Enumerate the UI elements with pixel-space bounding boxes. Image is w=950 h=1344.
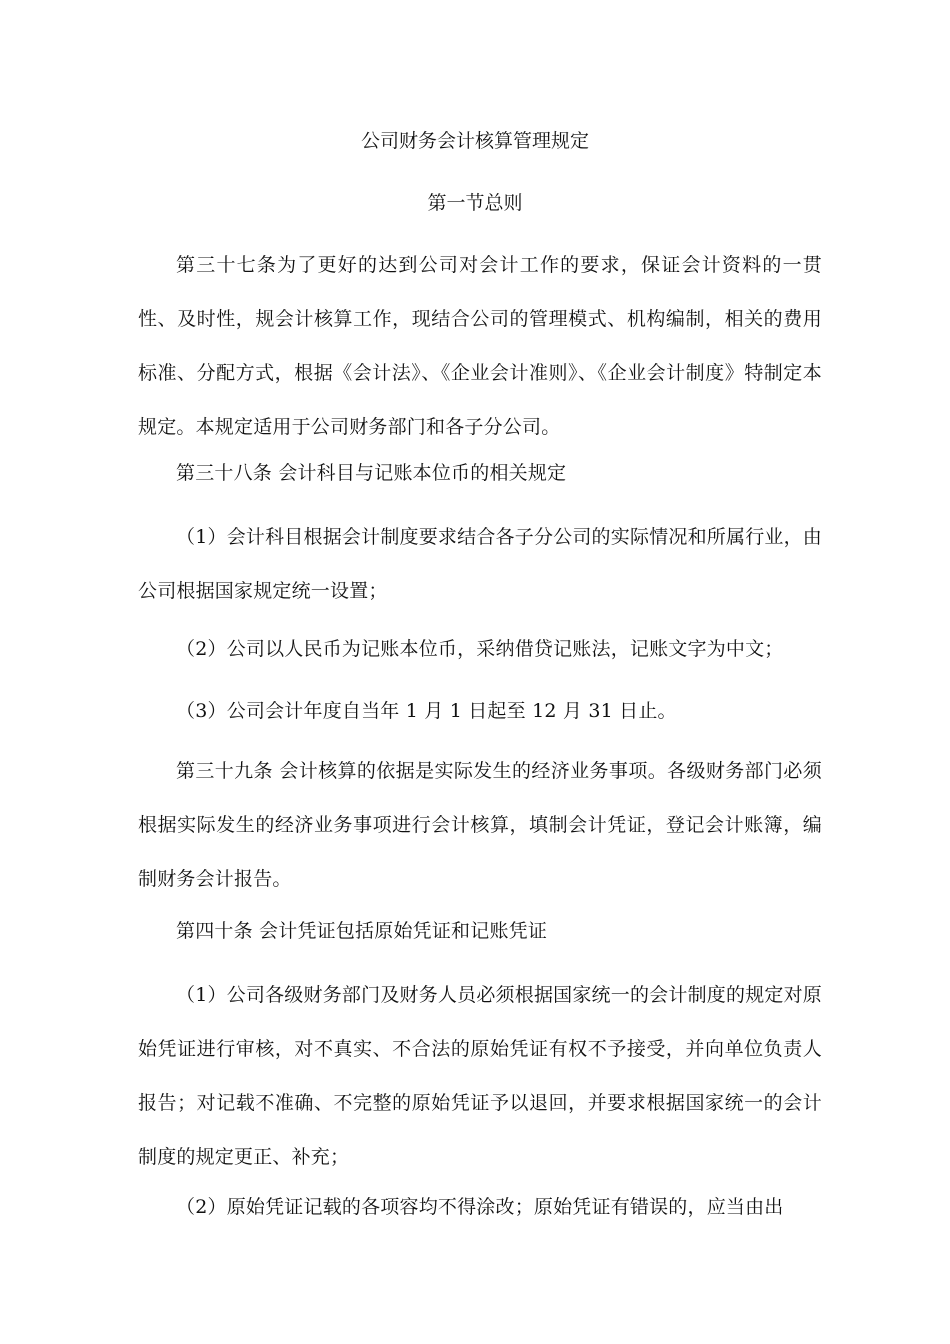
- article-38-item-1: （1）会计科目根据会计制度要求结合各子分公司的实际情况和所属行业，由公司根据国家规定统一设置；: [138, 526, 822, 602]
- article-40-item-1: （1）公司各级财务部门及财务人员必须根据国家统一的会计制度的规定对原始凭证进行审核，对不真实、不合法的原始凭证有权不予接受，并向单位负责人报告；对记载不准确、不完整的原始凭证予以退回，并要求根据国家统一的会计制度的规定更正、补充；: [138, 984, 822, 1168]
- article-38-item-3: （3）公司会计年度自当年 1 月 1 日起至 12 月 31 日止。: [176, 700, 677, 722]
- article-38-heading: 第三十八条 会计科目与记账本位币的相关规定: [176, 462, 567, 484]
- article-40-item-2: （2）原始凭证记载的各项容均不得涂改；原始凭证有错误的，应当由出: [176, 1196, 784, 1218]
- document-title: 公司财务会计核算管理规定: [360, 130, 589, 152]
- article-38-item-2: （2）公司以人民币为记账本位币，采纳借贷记账法，记账文字为中文；: [176, 638, 784, 660]
- section-heading: 第一节总则: [427, 192, 523, 214]
- article-40-heading: 第四十条 会计凭证包括原始凭证和记账凭证: [176, 920, 548, 942]
- article-39-paragraph: 第三十九条 会计核算的依据是实际发生的经济业务事项。各级财务部门必须根据实际发生的经济业务事项进行会计核算，填制会计凭证，登记会计账簿，编制财务会计报告。: [138, 760, 822, 890]
- article-37-paragraph: 第三十七条为了更好的达到公司对会计工作的要求，保证会计资料的一贯性、及时性，规会计核算工作，现结合公司的管理模式、机构编制，相关的费用标准、分配方式，根据《会计法》、《企业会计准则》、《企业会计制度》特制定本规定。本规定适用于公司财务部门和各子分公司。: [138, 254, 822, 438]
